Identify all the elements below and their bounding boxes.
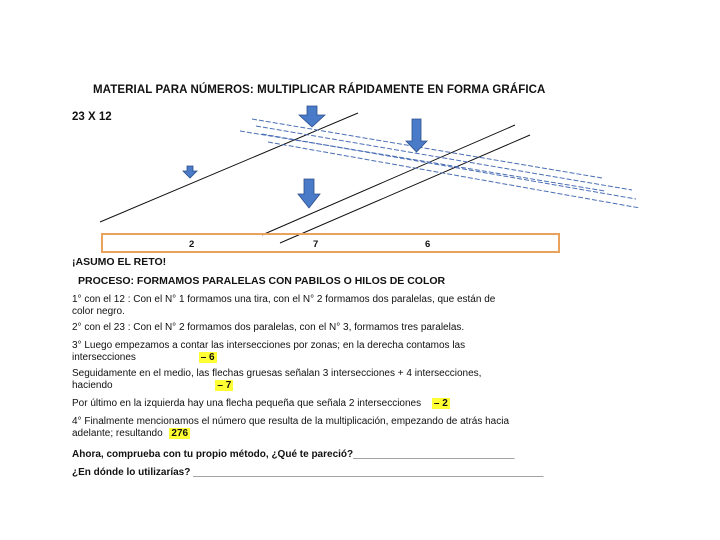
step3-line2 xyxy=(72,352,217,365)
middle-line2 xyxy=(72,380,233,393)
result-digit-units: 6 xyxy=(425,239,431,250)
step4-line2 xyxy=(72,428,190,441)
problem-label: 23 X 12 xyxy=(72,111,112,123)
step3-highlight: – 6 xyxy=(200,352,215,363)
left-highlight: – 2 xyxy=(433,398,448,409)
process-heading: PROCESO: FORMAMOS PARALELAS CON PABILOS O HILOS DE COLOR xyxy=(78,275,446,287)
arrow-small-left-icon xyxy=(183,166,197,178)
middle-highlight: – 7 xyxy=(217,380,232,391)
black-line-1 xyxy=(100,113,358,222)
arrow-top-icon xyxy=(299,106,325,127)
black-line-2 xyxy=(262,125,515,235)
arrow-right-icon xyxy=(406,119,427,152)
step1-line1: 1° con el 12 : Con el N° 1 formamos una tira, con el N° 2 formamos dos paralelas, que están de xyxy=(72,294,496,305)
final-result-highlight: 276 xyxy=(171,428,189,439)
step2-text: 2° con el 23 : Con el N° 2 formamos dos paralelas, con el N° 3, formamos tres paralelas. xyxy=(72,322,465,333)
middle-line1: Seguidamente en el medio, las flechas gruesas señalan 3 intersecciones + 4 intersecciones, xyxy=(72,368,482,379)
question-where-use: ¿En dónde lo utilizarías? _______________________________________________________________ xyxy=(72,467,544,478)
step4-label: adelante; resultando xyxy=(72,428,163,439)
question-own-method: Ahora, comprueba con tu propio método, ¿Qué te pareció?_____________________________ xyxy=(72,449,515,460)
blue-line-4 xyxy=(262,134,636,199)
left-label: Por último en la izquierda hay una flecha pequeña que señala 2 intersecciones xyxy=(72,398,422,409)
step3-line1: 3° Luego empezamos a contar las intersecciones por zonas; en la derecha contamos las xyxy=(72,340,466,351)
document-title: MATERIAL PARA NÚMEROS: MULTIPLICAR RÁPIDAMENTE EN FORMA GRÁFICA xyxy=(93,84,546,96)
step3-label: intersecciones xyxy=(72,352,136,363)
arrow-middle-icon xyxy=(298,179,320,208)
result-digit-hundreds: 2 xyxy=(189,239,195,250)
result-box xyxy=(101,233,560,253)
middle-label: haciendo xyxy=(72,380,113,391)
challenge-heading: ¡ASUMO EL RETO! xyxy=(72,256,167,268)
step4-line1: 4° Finalmente mencionamos el número que resulta de la multiplicación, empezando de atrás hacia xyxy=(72,416,510,427)
left-line xyxy=(72,398,450,411)
result-digit-tens: 7 xyxy=(313,239,319,250)
step1-line2: color negro. xyxy=(72,306,125,317)
